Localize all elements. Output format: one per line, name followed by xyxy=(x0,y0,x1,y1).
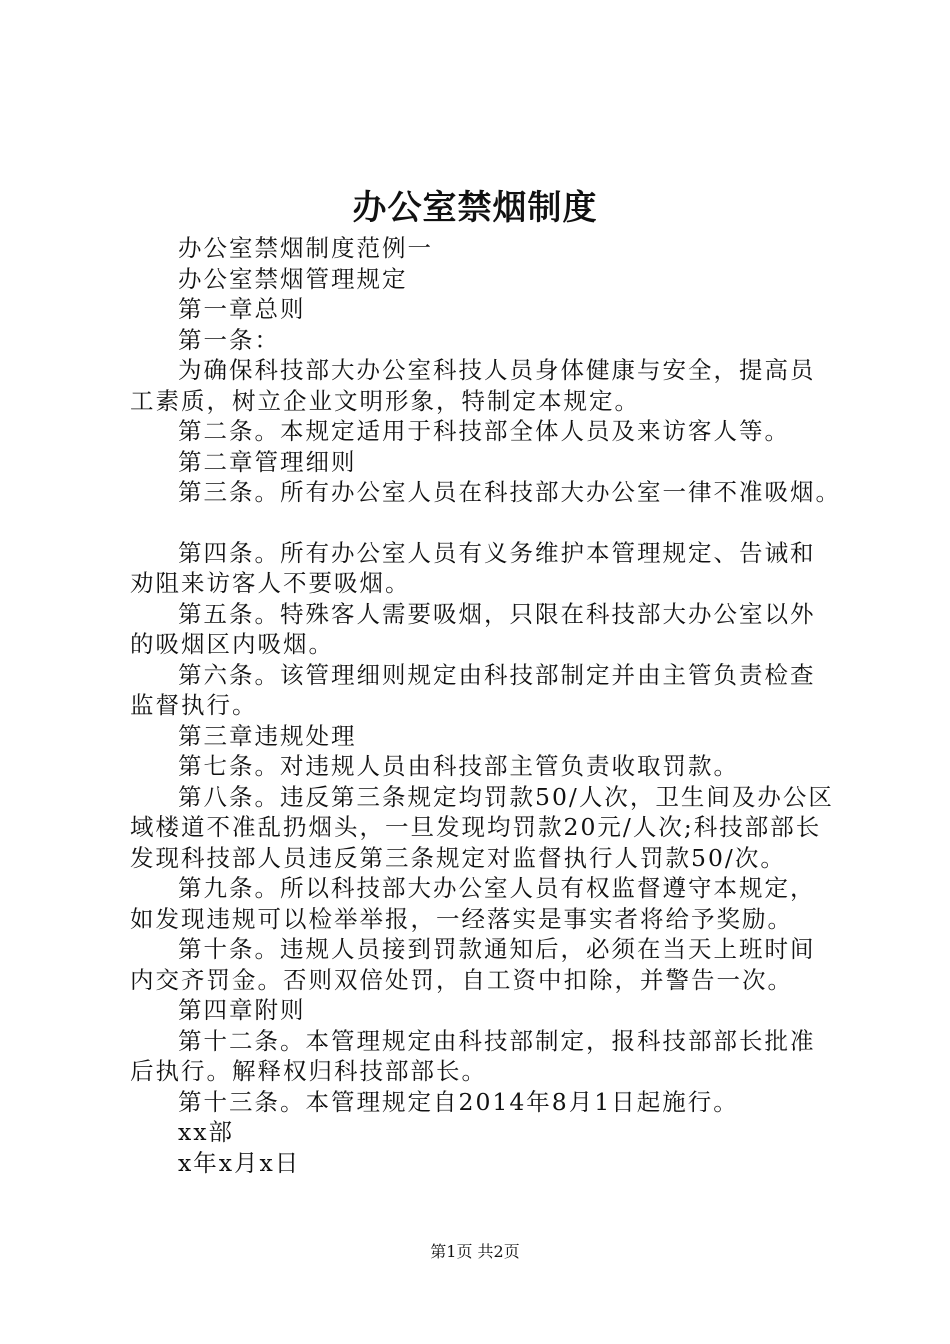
paragraph-article-3: 第三条。所有办公室人员在科技部大办公室一律不准吸烟。 xyxy=(178,478,841,506)
paragraph-chapter-3: 第三章违规处理 xyxy=(178,721,357,750)
page-footer: 第1页 共2页 xyxy=(430,1242,520,1261)
paragraph-chapter-4: 第四章附则 xyxy=(178,996,306,1024)
paragraph-article-9: 第九条。所以科技部大办公室人员有权监督遵守本规定，如发现违规可以检举举报，一经落实是事实者将给予奖励。 xyxy=(130,874,816,933)
paragraph-department: xx部 xyxy=(178,1118,235,1146)
paragraph-article-5: 第五条。特殊客人需要吸烟，只限在科技部大办公室以外的吸烟区内吸烟。 xyxy=(130,599,816,658)
paragraph-article-6: 第六条。该管理细则规定由科技部制定并由主管负责检查监督执行。 xyxy=(130,660,816,719)
paragraph-article-1-body: 为确保科技部大办公室科技人员身体健康与安全，提高员工素质，树立企业文明形象，特制定本规定。 xyxy=(130,356,816,415)
paragraph-article-7: 第七条。对违规人员由科技部主管负责收取罚款。 xyxy=(178,752,739,780)
paragraph-article-4: 第四条。所有办公室人员有义务维护本管理规定、告诫和劝阻来访客人不要吸烟。 xyxy=(130,538,816,597)
paragraph-article-2: 第二条。本规定适用于科技部全体人员及来访客人等。 xyxy=(178,417,790,445)
paragraph-article-10: 第十条。违规人员接到罚款通知后，必须在当天上班时间内交齐罚金。否则双倍处罚，自工资中扣除，并警告一次。 xyxy=(130,935,816,994)
paragraph-date: x年x月x日 xyxy=(178,1148,301,1177)
paragraph-article-8: 第八条。违反第三条规定均罚款50/人次，卫生间及办公区域楼道不准乱扔烟头，一旦发现均罚款20元/人次;科技部部长发现科技部人员违反第三条规定对监督执行人罚款50/次。 xyxy=(130,782,834,872)
paragraph-article-13: 第十三条。本管理规定自2014年8月1日起施行。 xyxy=(178,1087,739,1116)
paragraph-chapter-1: 第一章总则 xyxy=(178,295,306,323)
document-title: 办公室禁烟制度 xyxy=(352,188,598,228)
paragraph-article-12: 第十二条。本管理规定由科技部制定，报科技部部长批准后执行。解释权归科技部部长。 xyxy=(130,1026,816,1085)
paragraph-regulation-title: 办公室禁烟管理规定 xyxy=(178,264,408,293)
paragraph-subtitle-example: 办公室禁烟制度范例一 xyxy=(178,234,433,262)
paragraph-article-1-heading: 第一条： xyxy=(178,325,280,354)
document-body xyxy=(130,233,841,1178)
paragraph-chapter-2: 第二章管理细则 xyxy=(178,447,357,476)
